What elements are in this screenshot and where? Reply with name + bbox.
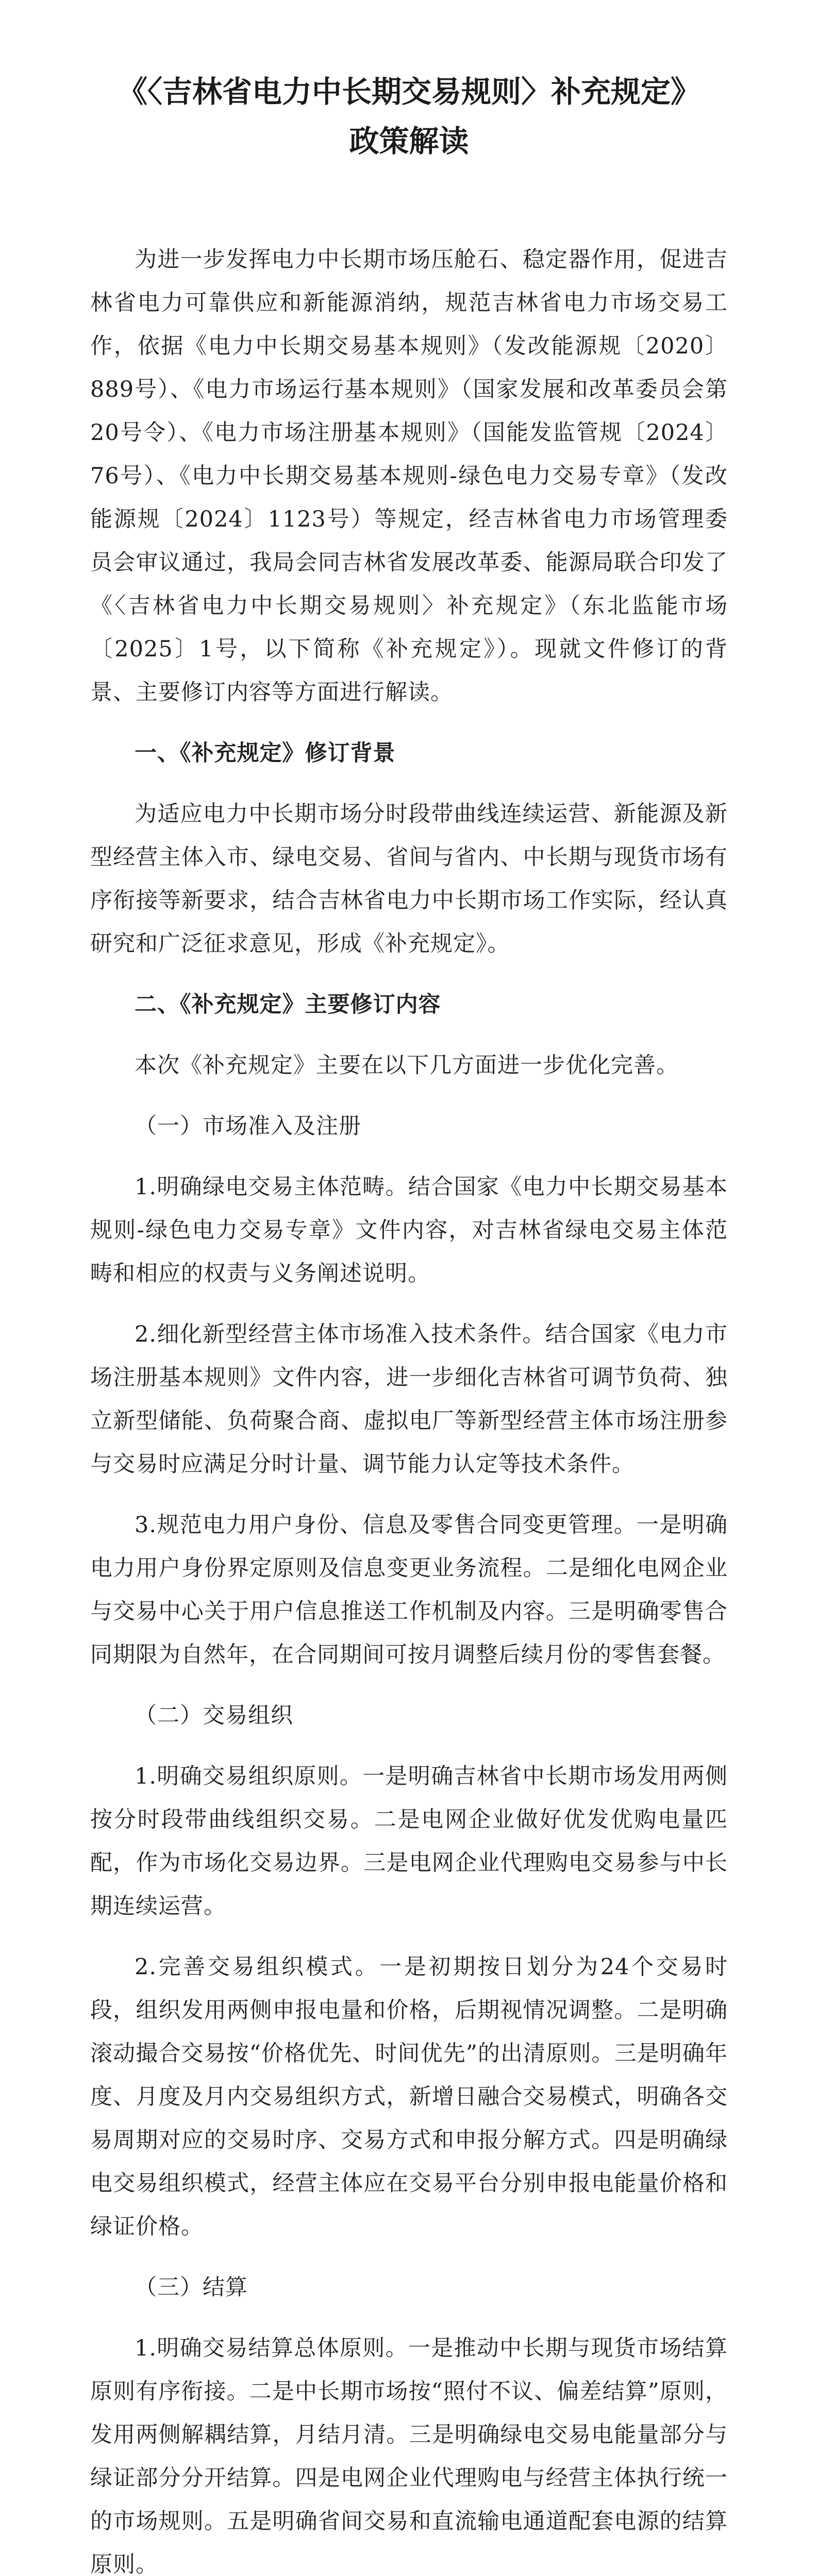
subsection-settlement-heading: （三）结算 (135, 2275, 248, 2300)
section-1-paragraph: 为适应电力中长期市场分时段带曲线连续运营、新能源及新型经营主体入市、绿电交易、省间与省内、中长期与现货市场有序衔接等新要求，结合吉林省电力中长期市场工作实际，经认真研究和广泛征求意见，形成《补充规定》。 (90, 801, 728, 957)
section-2-heading: 二、《补充规定》主要修订内容 (135, 992, 441, 1018)
subsection-trading-item-1: 1.明确交易组织原则。一是明确吉林省中长期市场发用两侧按分时段带曲线组织交易。二是电网企业做好优发优购电量匹配，作为市场化交易边界。三是电网企业代理购电交易参与中长期连续运营。 (90, 1764, 728, 1919)
subsection-market-access-heading: （一）市场准入及注册 (135, 1113, 361, 1139)
subsection-market-access-item-3: 3.规范电力用户身份、信息及零售合同变更管理。一是明确电力用户身份界定原则及信息变更业务流程。二是细化电网企业与交易中心关于用户信息推送工作机制及内容。三是明确零售合同期限为自然年，在合同期间可按月调整后续月份的零售套餐。 (90, 1512, 728, 1668)
document-title-line-1: 《〈吉林省电力中长期交易规则〉补充规定》 (117, 74, 700, 109)
intro-paragraph: 为进一步发挥电力中长期市场压舱石、稳定器作用，促进吉林省电力可靠供应和新能源消纳，规范吉林省电力市场交易工作，依据《电力中长期交易基本规则》（发改能源规〔2020〕889号）、《电力市场运行基本规则》（国家发展和改革委员会第20号令）、《电力市场注册基本规则》（国能发监管规〔2024〕76号）、《电力中长期交易基本规则-绿色电力交易专章》（发改能源规〔2024〕1123号）等规定，经吉林省电力市场管理委员会审议通过，我局会同吉林省发展改革委、能源局联合印发了《〈吉林省电力中长期交易规则〉补充规定》（东北监能市场〔2025〕1号，以下简称《补充规定》）。现就文件修订的背景、主要修订内容等方面进行解读。 (90, 247, 728, 705)
subsection-trading-item-2: 2.完善交易组织模式。一是初期按日划分为24个交易时段，组织发用两侧申报电量和价格，后期视情况调整。二是明确滚动撮合交易按“价格优先、时间优先”的出清原则。三是明确年度、月度及月内交易组织方式，新增日融合交易模式，明确各交易周期对应的交易时序、交易方式和申报分解方式。四是明确绿电交易组织模式，经营主体应在交易平台分别申报电能量价格和绿证价格。 (90, 1954, 728, 2240)
document-title (90, 67, 728, 166)
subsection-settlement-item-1: 1.明确交易结算总体原则。一是推动中长期与现货市场结算原则有序衔接。二是中长期市场按“照付不议、偏差结算”原则，发用两侧解耦结算，月结月清。三是明确绿电交易电能量部分与绿证部分分开结算。四是电网企业代理购电与经营主体执行统一的市场规则。五是明确省间交易和直流输电通道配套电源的结算原则。 (90, 2335, 728, 2576)
section-2-intro: 本次《补充规定》主要在以下几方面进一步优化完善。 (135, 1053, 679, 1078)
section-1-heading: 一、《补充规定》修订背景 (135, 740, 396, 766)
subsection-market-access-item-2: 2.细化新型经营主体市场准入技术条件。结合国家《电力市场注册基本规则》文件内容，进一步细化吉林省可调节负荷、独立新型储能、负荷聚合商、虚拟电厂等新型经营主体市场注册参与交易时应满足分时计量、调节能力认定等技术条件。 (90, 1321, 728, 1477)
subsection-trading-heading: （二）交易组织 (135, 1703, 293, 1728)
document-title-line-2: 政策解读 (349, 124, 469, 159)
document-body (90, 238, 728, 2576)
subsection-market-access-item-1: 1.明确绿电交易主体范畴。结合国家《电力中长期交易基本规则-绿色电力交易专章》文件内容，对吉林省绿电交易主体范畴和相应的权责与义务阐述说明。 (90, 1174, 728, 1286)
